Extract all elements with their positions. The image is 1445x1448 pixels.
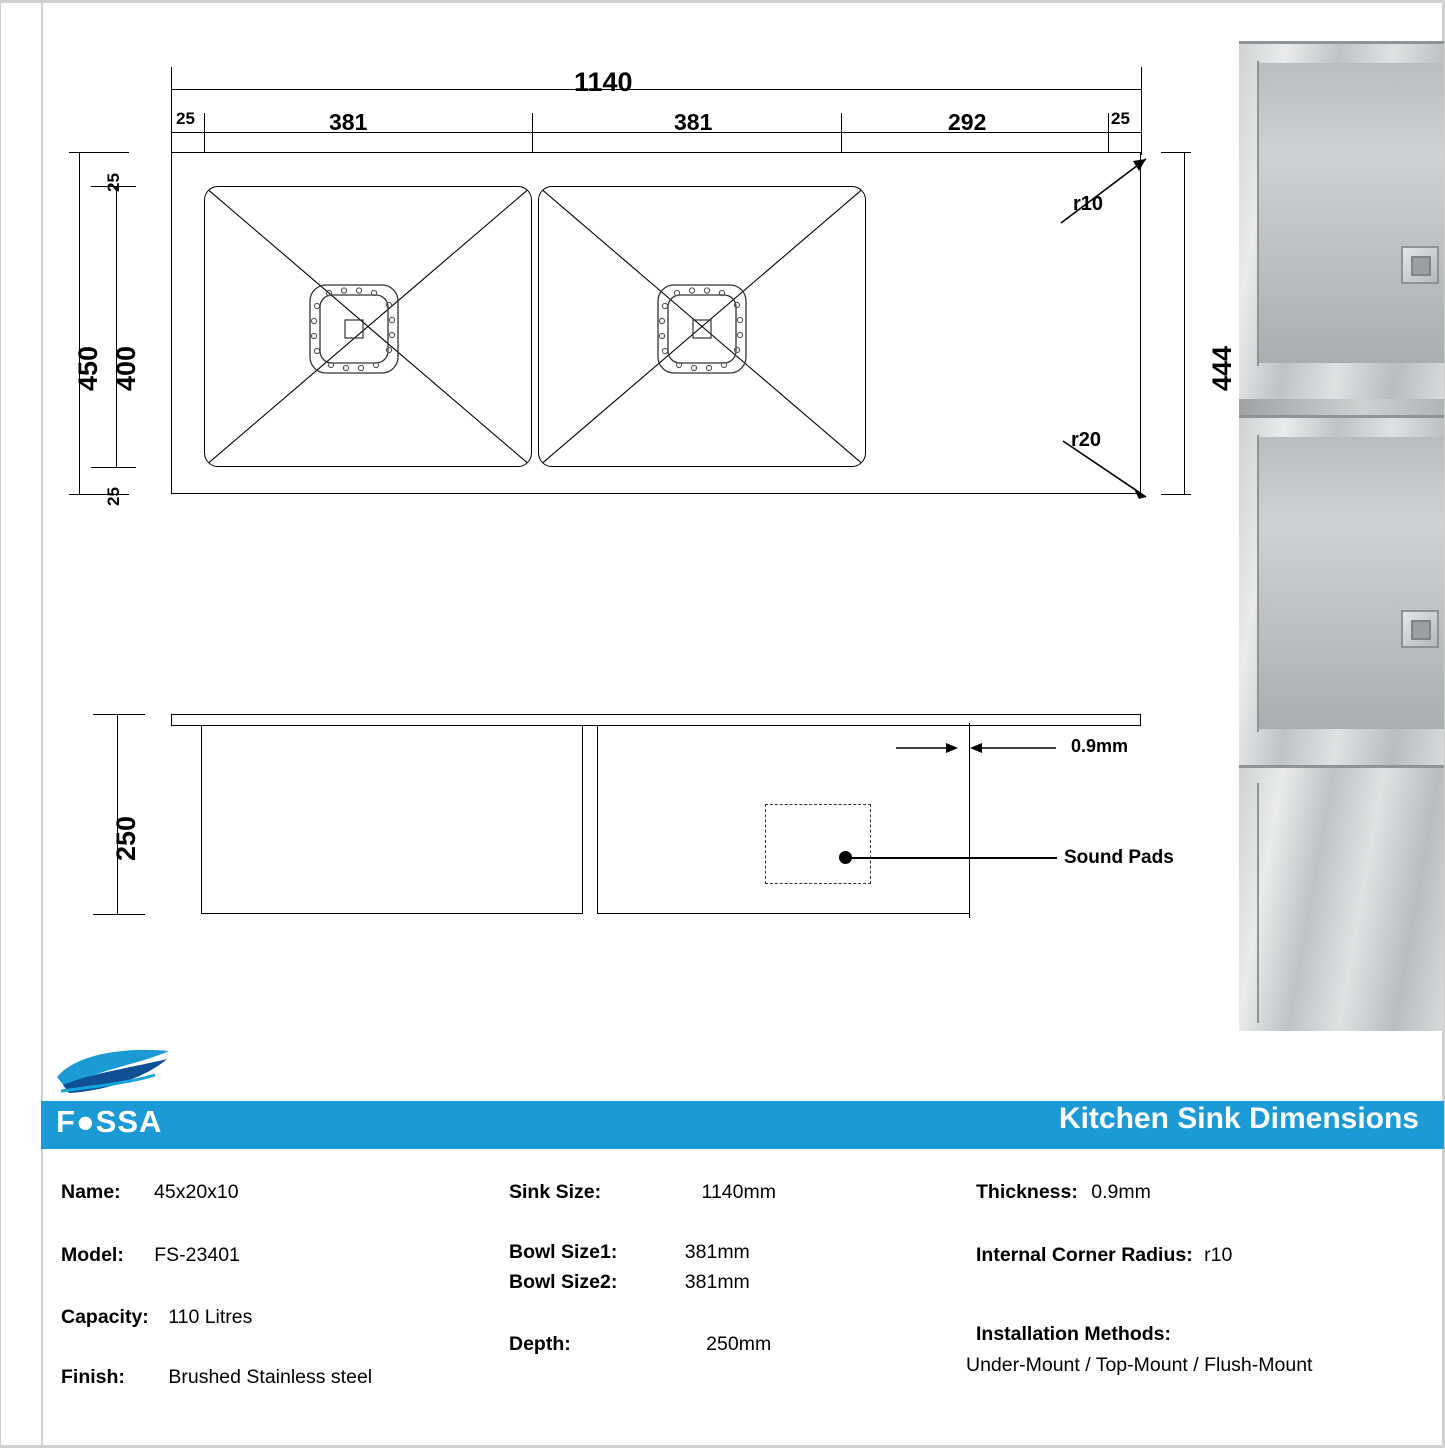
spec-model [61,1244,240,1267]
thickness-ref-line [969,723,970,918]
dim-400-line [116,186,117,467]
spec-capacity [61,1306,252,1329]
spec-sink-size-label: Sink Size: [509,1181,602,1203]
spec-bowl-size-2-label: Bowl Size2: [509,1271,618,1293]
spec-bowl-size-1-label: Bowl Size1: [509,1241,618,1263]
dim-depth-label: 250 [111,815,141,861]
spec-thickness-value: 0.9mm [1091,1181,1151,1203]
page-frame-left [41,1,43,1448]
brand-suffix: SSA [95,1104,163,1139]
dim-margin-top: 25 [104,173,123,192]
spec-installation-value: Under-Mount / Top-Mount / Flush-Mount [966,1354,1313,1376]
spec-name-label: Name: [61,1181,121,1203]
spec-finish-value: Brushed Stainless steel [168,1366,373,1388]
brand-prefix: F [56,1104,76,1139]
spec-installation-title: Installation Methods: [976,1323,1171,1345]
sound-pad-leader [852,857,1057,859]
dim-depth-top-ext [93,714,145,715]
spec-depth [509,1333,771,1356]
dim-seg-tick-4 [841,113,842,153]
dim-depth-line [117,714,118,914]
dim-444-line [1184,152,1185,494]
dim-seg-tick-5 [1108,113,1109,153]
brand-name [56,1104,162,1140]
spec-name-value: 45x20x10 [154,1181,239,1203]
spec-bowl-size-2-value: 381mm [684,1271,750,1293]
spec-bowl-size-1 [509,1241,750,1264]
photo-bowl-upper [1239,41,1444,401]
spec-depth-label: Depth: [509,1333,571,1355]
spec-thickness [976,1181,1151,1204]
dim-depth-bottom-ext [93,914,145,915]
spec-depth-value: 250mm [706,1333,772,1355]
spec-finish [61,1366,372,1389]
sound-pad-point [839,851,852,864]
spec-sink-size-value: 1140mm [701,1181,776,1203]
dim-seg-tick-6 [1141,113,1142,153]
dim-drainer-width: 292 [948,109,987,135]
dim-margin-bottom: 25 [104,487,123,506]
dim-bowl2-width: 381 [674,109,713,135]
dim-seg-tick-1 [171,113,172,153]
dim-inner-height: 444 [1207,345,1237,391]
spec-capacity-label: Capacity: [61,1306,149,1328]
section-bowl-1 [201,726,583,914]
radius-r20-label: r20 [1071,429,1102,451]
spec-thickness-label: Thickness: [976,1181,1078,1203]
dim-margin-right: 25 [1111,109,1130,128]
dim-right-bottom-ext [1161,494,1191,495]
spec-sink-size [509,1181,776,1204]
spec-bowl-size-2 [509,1271,750,1294]
spec-corner-radius-label: Internal Corner Radius: [976,1244,1193,1266]
photo-drainer [1239,765,1444,1031]
drain-hole-2 [652,279,752,379]
fossa-logo-icon [51,1047,176,1099]
radius-r20-leader [1051,429,1161,509]
thickness-label: 0.9mm [1071,736,1129,756]
dim-left-bowlbot-ext [91,467,136,468]
photo-bowl-lower [1239,415,1444,765]
dim-bowl1-width: 381 [329,109,368,135]
drain-hole-1 [304,279,404,379]
radius-r10-leader [1051,151,1161,241]
dim-seg-tick-3 [532,113,533,153]
dim-overall-line [171,89,1141,90]
page-frame-bottom [1,1445,1445,1447]
brand-drop-icon: ● [75,1104,96,1139]
dim-margin-left: 25 [176,109,195,128]
spec-name [61,1181,239,1204]
sink-photo [1239,41,1444,1031]
dim-right-top-ext [1161,152,1191,153]
footer-title: Kitchen Sink Dimensions [1058,1102,1419,1135]
spec-corner-radius [976,1244,1232,1267]
section-rim [171,714,1141,726]
page-frame-top [1,1,1445,3]
dim-seg-tick-2 [204,113,205,153]
spec-corner-radius-value: r10 [1204,1244,1233,1266]
dim-segment-line [171,132,1141,133]
spec-model-value: FS-23401 [154,1244,240,1266]
spec-model-label: Model: [61,1244,124,1266]
sound-pads-label: Sound Pads [1064,847,1174,868]
sound-pad-region [765,804,871,884]
spec-finish-label: Finish: [61,1366,125,1388]
dim-overall-width: 1140 [574,67,633,97]
radius-r10-label: r10 [1073,193,1104,215]
dim-bowl-height: 400 [111,345,141,391]
spec-bowl-size-1-value: 381mm [684,1241,750,1263]
spec-installation-label [976,1323,1171,1346]
photo-divider [1239,399,1444,415]
spec-capacity-value: 110 Litres [168,1306,253,1328]
dim-450-line [79,152,80,494]
dim-overall-height: 450 [73,345,103,391]
dim-left-top-ext [69,152,129,153]
